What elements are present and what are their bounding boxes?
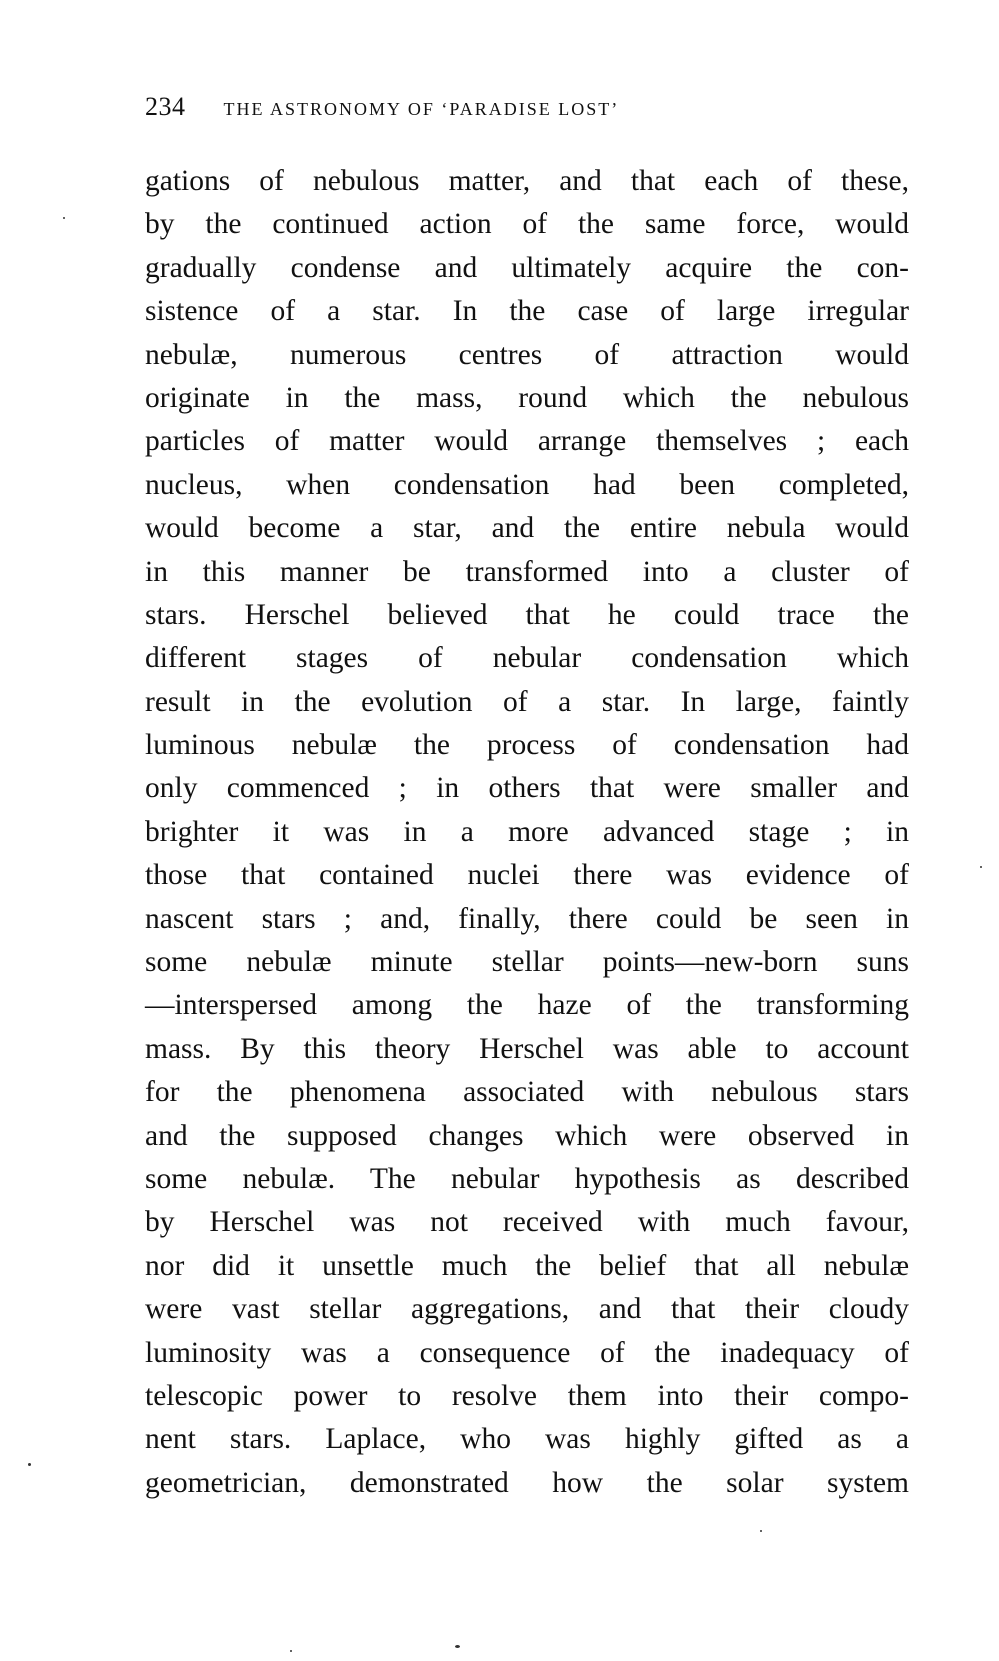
text-line: nor did it unsettle much the belief that all nebulæ — [145, 1249, 909, 1282]
running-title: THE ASTRONOMY OF ‘PARADISE LOST’ — [223, 99, 620, 119]
text-line: those that contained nuclei there was evidence of — [145, 859, 909, 892]
text-line: telescopic power to resolve them into their compo- — [145, 1379, 909, 1412]
scan-speck — [28, 1463, 31, 1466]
text-line: gradually condense and ultimately acquire the con- — [145, 251, 909, 284]
text-line: in this manner be transformed into a cluster of — [145, 555, 909, 588]
text-line: stars. Herschel believed that he could trace the — [145, 598, 909, 631]
text-line: some nebulæ. The nebular hypothesis as described — [145, 1162, 909, 1195]
text-line: gations of nebulous matter, and that each of these, — [145, 165, 909, 197]
text-line: by Herschel was not received with much favour, — [145, 1206, 909, 1239]
page-header — [145, 92, 905, 126]
text-line: by the continued action of the same force, would — [145, 208, 909, 241]
scan-speck — [760, 1530, 762, 1532]
scan-speck — [455, 1645, 460, 1648]
text-line: and the supposed changes which were observed in — [145, 1119, 909, 1152]
page-number: 234 — [145, 92, 186, 121]
text-line: nascent stars ; and, finally, there could be seen in — [145, 902, 909, 935]
text-line: result in the evolution of a star. In large, faintly — [145, 685, 909, 718]
scan-speck — [980, 866, 982, 868]
text-line: would become a star, and the entire nebula would — [145, 512, 909, 545]
text-line: different stages of nebular condensation which — [145, 642, 909, 675]
text-line: for the phenomena associated with nebulous stars — [145, 1076, 909, 1109]
scan-speck — [290, 1650, 292, 1652]
text-line: were vast stellar aggregations, and that their cloudy — [145, 1293, 909, 1326]
text-line: particles of matter would arrange themselves ; each — [145, 425, 909, 458]
text-line: only commenced ; in others that were smaller and — [145, 772, 909, 805]
text-line: originate in the mass, round which the nebulous — [145, 381, 909, 414]
text-line: geometrician, demonstrated how the solar system — [145, 1466, 909, 1499]
scan-speck — [63, 217, 65, 219]
body-text — [145, 160, 909, 1505]
text-line: some nebulæ minute stellar points—new-born suns — [145, 946, 909, 979]
text-line: nucleus, when condensation had been completed, — [145, 468, 909, 501]
text-line: —interspersed among the haze of the transforming — [145, 989, 909, 1022]
text-line: luminous nebulæ the process of condensation had — [145, 729, 909, 762]
text-line: sistence of a star. In the case of large irregular — [145, 295, 909, 328]
text-line: nebulæ, numerous centres of attraction would — [145, 338, 909, 371]
text-line: nent stars. Laplace, who was highly gifted as a — [145, 1423, 909, 1456]
text-line: mass. By this theory Herschel was able to account — [145, 1032, 909, 1065]
text-line: luminosity was a consequence of the inadequacy of — [145, 1336, 909, 1369]
text-line: brighter it was in a more advanced stage ; in — [145, 815, 909, 848]
